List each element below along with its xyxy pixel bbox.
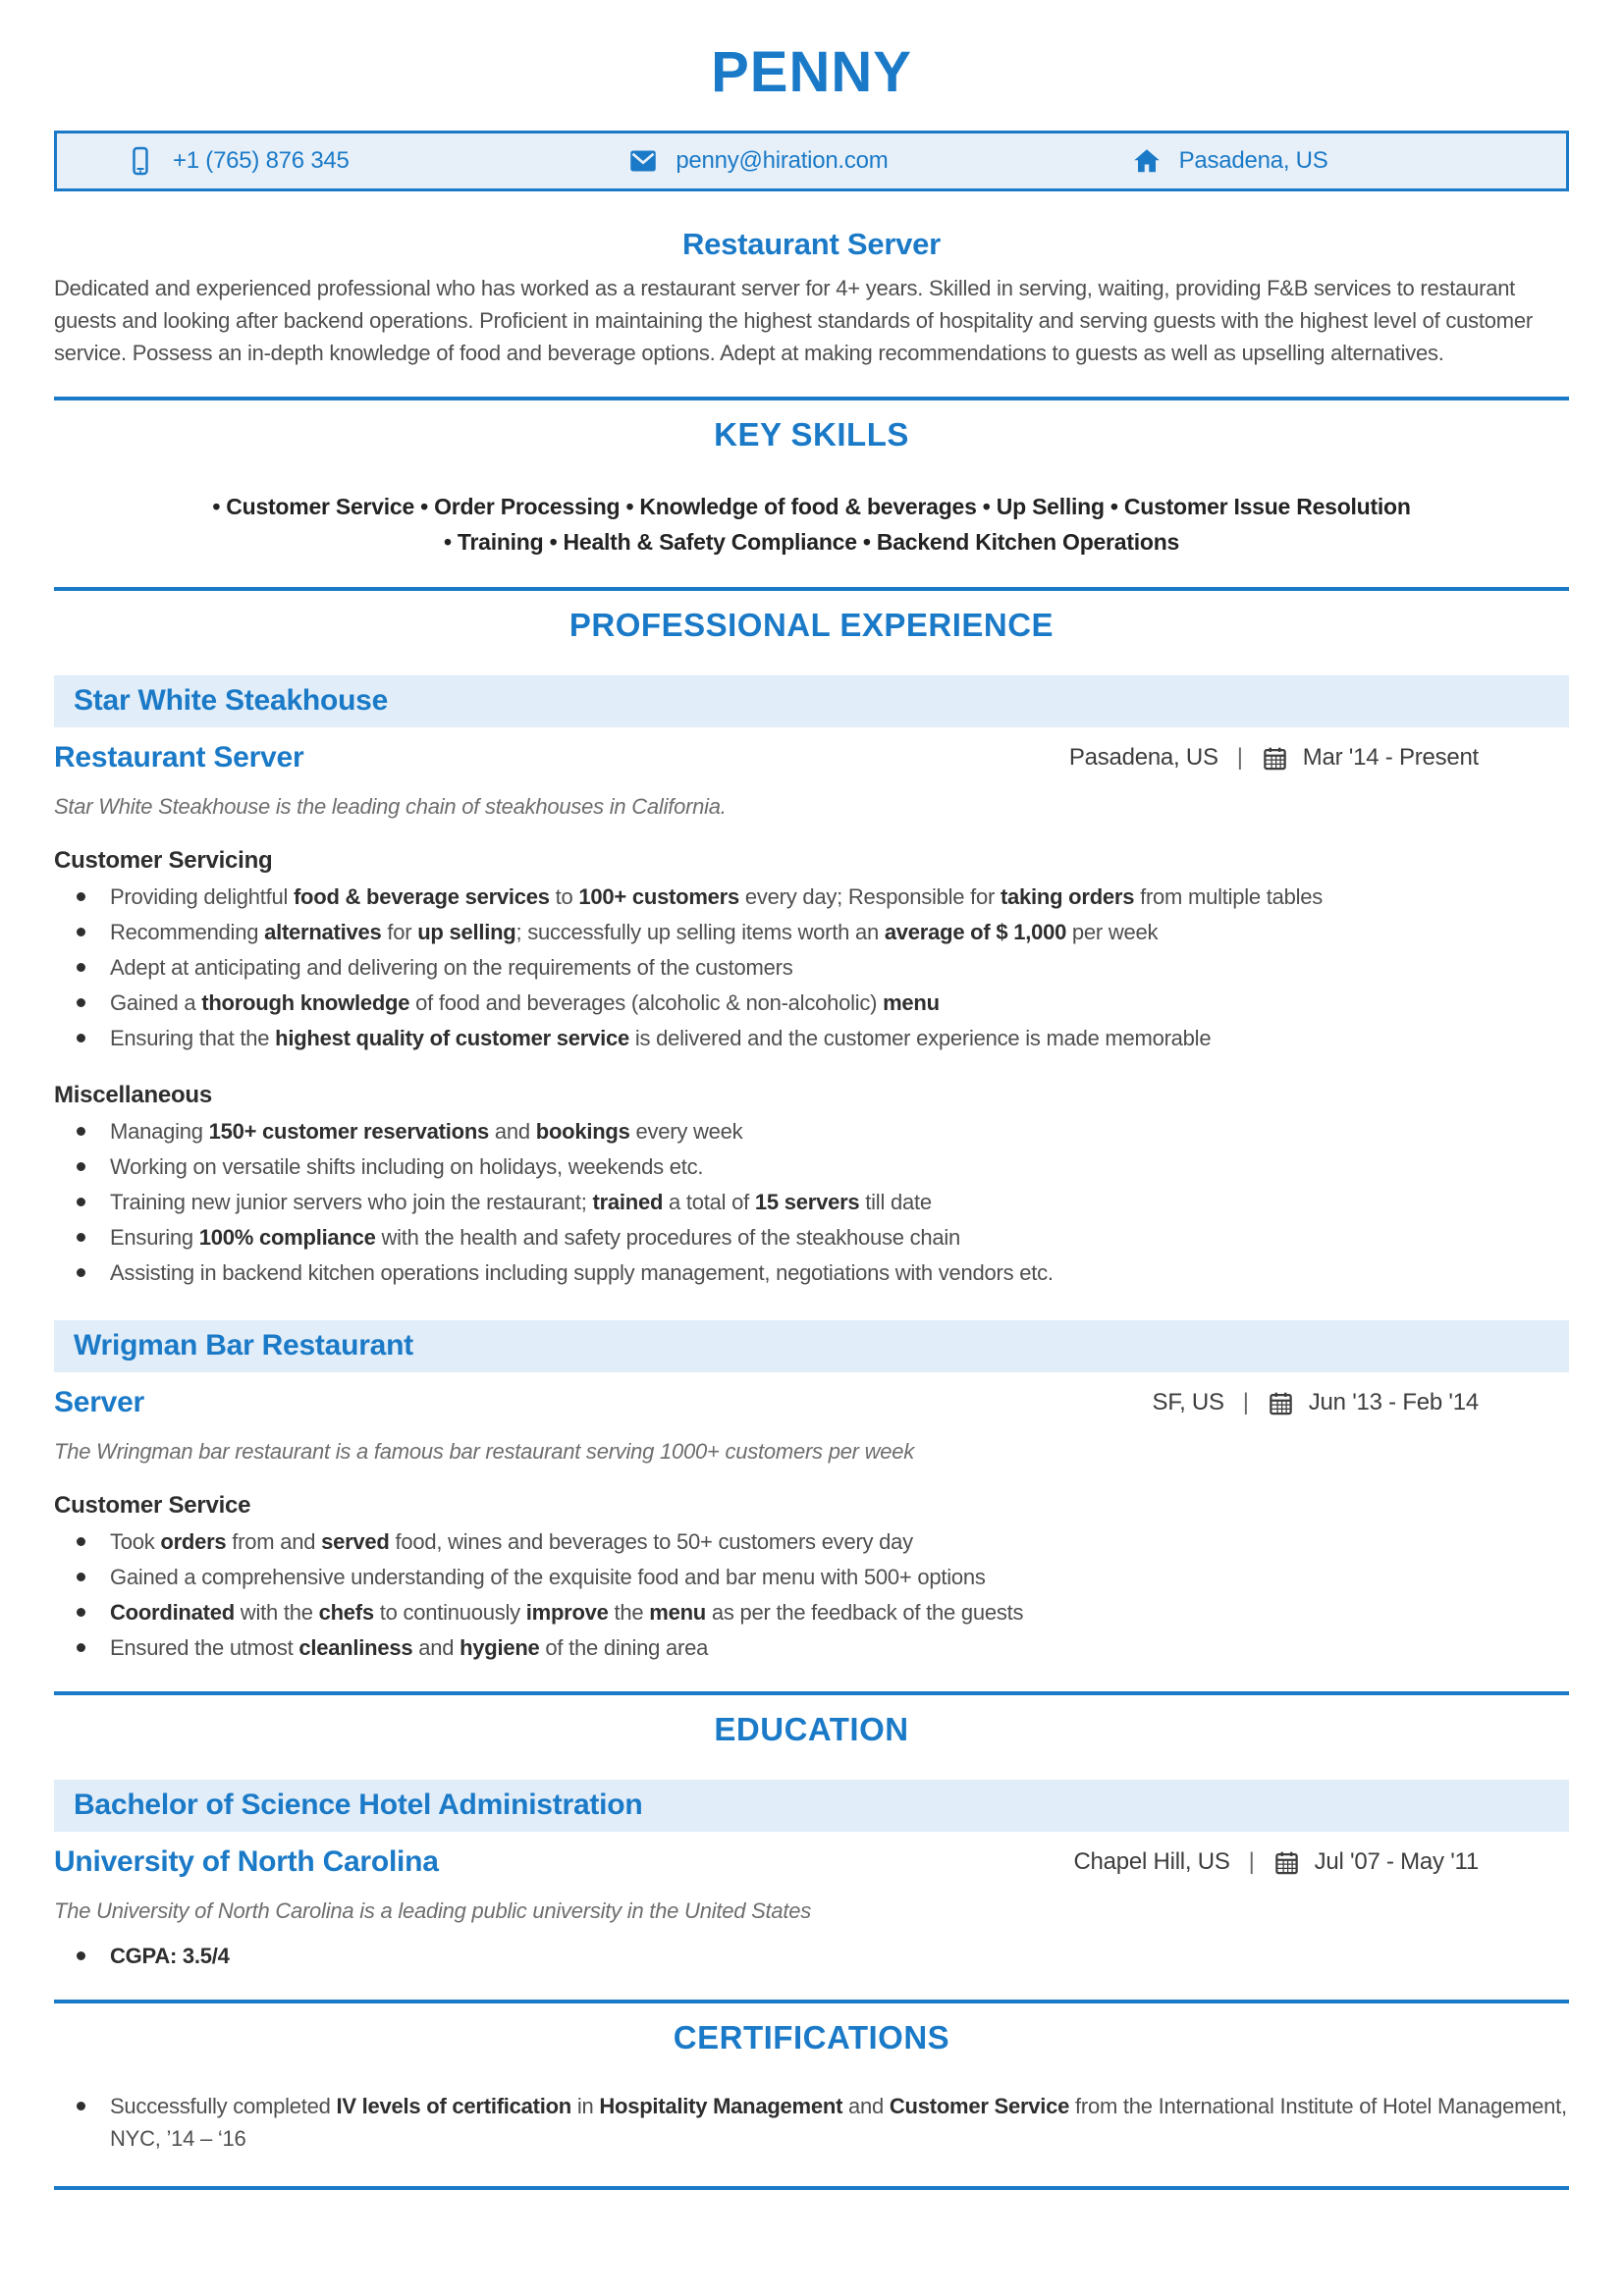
bullet-list: [54, 881, 1569, 1054]
job-location: SF, US: [1152, 1389, 1224, 1415]
bullet-item: Coordinated with the chefs to continuously improve the menu as per the feedback of the guests: [54, 1596, 1569, 1629]
bullet-item: Gained a thorough knowledge of food and beverages (alcoholic & non-alcoholic) menu: [54, 987, 1569, 1019]
calendar-icon: [1262, 745, 1288, 772]
bullet-list: [54, 1525, 1569, 1664]
contact-location-text: Pasadena, US: [1178, 147, 1328, 174]
company-name: Star White Steakhouse: [74, 684, 389, 717]
bullet-item: Took orders from and served food, wines and beverages to 50+ customers every day: [54, 1525, 1569, 1558]
job-dates: Jun '13 - Feb '14: [1308, 1389, 1479, 1415]
role-row: [54, 741, 1569, 774]
bullet-item: Managing 150+ customer reservations and bookings every week: [54, 1115, 1569, 1148]
education-location: Chapel Hill, US: [1073, 1848, 1230, 1875]
bullet-list: [54, 1115, 1569, 1289]
contact-phone: [57, 133, 560, 188]
home-icon: [1132, 146, 1162, 176]
school-description: The University of North Carolina is a leading public university in the United States: [54, 1898, 812, 1923]
bullet-list: [54, 1940, 1569, 1972]
bullet-group-title: Customer Servicing: [54, 847, 273, 874]
calendar-icon: [1273, 1849, 1300, 1876]
bullet-group-title: Miscellaneous: [54, 1082, 212, 1108]
bullet-list: [54, 2090, 1569, 2155]
job-location: Pasadena, US: [1068, 744, 1218, 771]
meta-separator: |: [1242, 1389, 1249, 1415]
calendar-icon: [1268, 1390, 1294, 1416]
section-divider: [54, 1691, 1569, 1695]
job-role: Restaurant Server: [54, 741, 304, 774]
contact-phone-text: +1 (765) 876 345: [173, 147, 350, 174]
bullet-item: Providing delightful food & beverage services to 100+ customers every day; Responsible for taking orders from multiple tables: [54, 881, 1569, 913]
candidate-name: PENNY: [711, 40, 912, 104]
company-banner: [54, 675, 1569, 727]
role-row: [54, 1845, 1569, 1879]
bullet-item: Working on versatile shifts including on holidays, weekends etc.: [54, 1150, 1569, 1183]
company-name: Wrigman Bar Restaurant: [74, 1329, 413, 1362]
section-divider: [54, 587, 1569, 591]
bullet-item: Training new junior servers who join the restaurant; trained a total of 15 servers till date: [54, 1186, 1569, 1218]
bullet-item: Recommending alternatives for up selling; successfully up selling items worth an average of $ 1,000 per week: [54, 916, 1569, 948]
contact-bar: [54, 131, 1569, 191]
meta-separator: |: [1248, 1848, 1255, 1875]
meta-separator: |: [1236, 744, 1243, 771]
bullet-item: Adept at anticipating and delivering on the requirements of the customers: [54, 951, 1569, 984]
phone-icon: [126, 146, 155, 176]
experience-heading: PROFESSIONAL EXPERIENCE: [568, 607, 1055, 643]
email-icon: [628, 146, 658, 176]
contact-email: [560, 133, 1062, 188]
job-role: Server: [54, 1386, 144, 1418]
bullet-item: Ensuring that the highest quality of customer service is delivered and the customer experience is made memorable: [54, 1022, 1569, 1054]
bullet-item: Successfully completed IV levels of certification in Hospitality Management and Customer Service from the International Institute of Hotel Management, NYC, ’14 – ‘16: [54, 2090, 1569, 2155]
bullet-item: CGPA: 3.5/4: [54, 1940, 1569, 1972]
job-meta: [1153, 1389, 1569, 1416]
company-description: Star White Steakhouse is the leading chain of steakhouses in California.: [54, 794, 727, 819]
degree-banner: [54, 1780, 1569, 1832]
bullet-item: Ensured the utmost cleanliness and hygiene of the dining area: [54, 1631, 1569, 1664]
role-row: [54, 1386, 1569, 1419]
bullet-item: Assisting in backend kitchen operations including supply management, negotiations with vendors etc.: [54, 1256, 1569, 1289]
degree-name: Bachelor of Science Hotel Administration: [74, 1789, 643, 1821]
education-dates: Jul '07 - May '11: [1314, 1848, 1479, 1875]
school-name: University of North Carolina: [54, 1845, 439, 1878]
summary-text: Dedicated and experienced professional who has worked as a restaurant server for 4+ years. Skilled in serving, waiting, providing F&B services to restaurant guests and looking after backend operations. Proficient in maintaining the highest standards of hospitality and serving guests with the highest level of customer service. Possess an in-depth knowledge of food and beverage options. Adept at making recommendations to guests as well as upselling alternatives.: [54, 276, 1533, 365]
contact-location: [1063, 133, 1566, 188]
section-divider: [54, 397, 1569, 400]
job-dates: Mar '14 - Present: [1302, 744, 1479, 771]
contact-email-text: penny@hiration.com: [676, 147, 889, 174]
profile-title: Restaurant Server: [682, 227, 941, 261]
bullet-group-title: Customer Service: [54, 1492, 251, 1519]
education-meta: [1073, 1848, 1569, 1876]
key-skills-text: • Customer Service • Order Processing • Knowledge of food & beverages • Up Selling • Customer Issue Resolution • Training • Health & Safety Compliance • Backend Kitchen Operations: [212, 494, 1411, 555]
certifications-heading: CERTIFICATIONS: [673, 2019, 950, 2056]
education-heading: EDUCATION: [714, 1711, 909, 1747]
section-divider: [54, 2000, 1569, 2003]
company-banner: [54, 1320, 1569, 1372]
bullet-item: Gained a comprehensive understanding of the exquisite food and bar menu with 500+ options: [54, 1561, 1569, 1593]
key-skills-block: [54, 489, 1569, 560]
bottom-divider: [54, 2186, 1569, 2190]
company-description: The Wringman bar restaurant is a famous bar restaurant serving 1000+ customers per week: [54, 1439, 915, 1464]
key-skills-heading: KEY SKILLS: [714, 416, 909, 453]
job-meta: [1069, 744, 1569, 772]
bullet-item: Ensuring 100% compliance with the health and safety procedures of the steakhouse chain: [54, 1221, 1569, 1254]
